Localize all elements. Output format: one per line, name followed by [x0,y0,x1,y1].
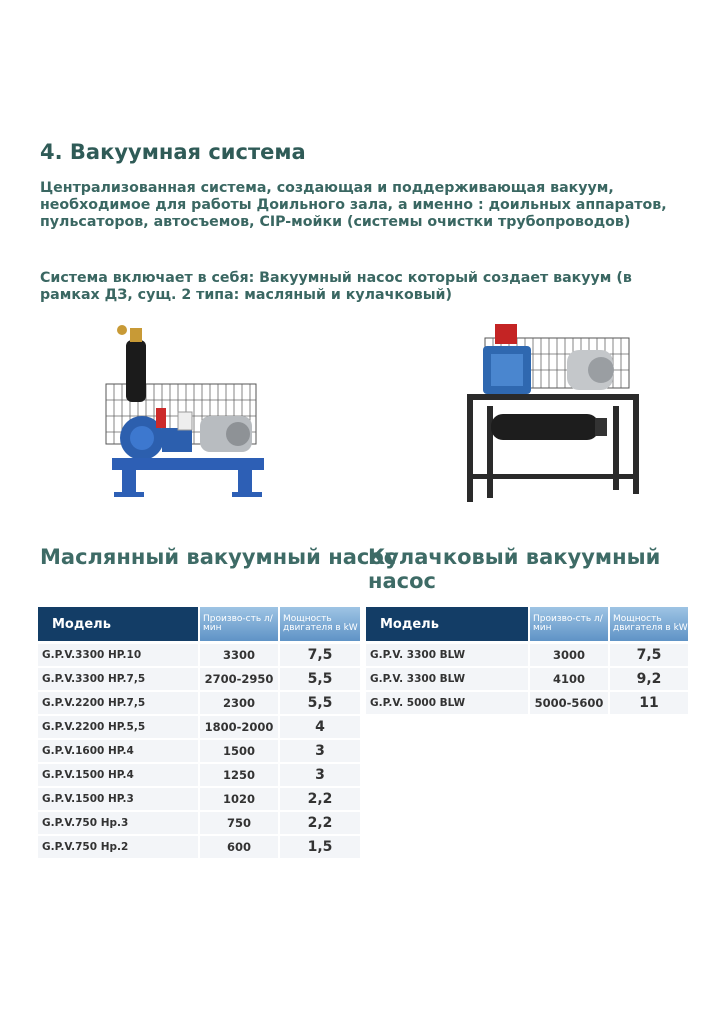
power-cell: 5,5 [280,668,360,690]
model-cell: G.P.V.2200 HP.7,5 [38,692,198,714]
productivity-cell: 3300 [200,644,278,666]
power-cell: 3 [280,740,360,762]
table-row [38,692,360,714]
table-row [38,812,360,834]
cam-pump-table [366,607,688,716]
productivity-cell: 1250 [200,764,278,786]
table-row [38,668,360,690]
productivity-cell: 1500 [200,740,278,762]
oil-vacuum-pump-image [92,320,272,510]
productivity-cell: 1800-2000 [200,716,278,738]
power-cell: 3 [280,764,360,786]
power-header: Мощность двигателя в kW [280,607,360,641]
model-cell: G.P.V.1600 HP.4 [38,740,198,762]
power-cell: 9,2 [610,668,688,690]
power-cell: 2,2 [280,788,360,810]
productivity-cell: 1020 [200,788,278,810]
productivity-cell: 5000-5600 [530,692,608,714]
power-header: Мощность двигателя в kW [610,607,688,641]
power-cell: 7,5 [610,644,688,666]
power-cell: 2,2 [280,812,360,834]
power-cell: 4 [280,716,360,738]
cam-pump-title: Кулачковый вакуумный насос [368,545,661,593]
table-row [366,644,688,666]
model-cell: G.P.V.3300 HP.10 [38,644,198,666]
oil-pump-title: Маслянный вакуумный насос [40,545,397,569]
productivity-cell: 4100 [530,668,608,690]
intro-paragraph: Централизованная система, создающая и поддерживающая вакуум, необходимое для работы Доильного зала, а именно : доильных аппаратов, пульсаторов, автосъемов, CIP-мойки (системы очистки трубопроводов) [40,180,667,230]
power-cell: 1,5 [280,836,360,858]
page-title: 4. Вакуумная система [40,140,306,164]
productivity-header: Произво-сть л/мин [200,607,278,641]
table-row [38,740,360,762]
table-row [38,764,360,786]
system-paragraph: Система включает в себя: Вакуумный насос который создает вакуум (в рамках ДЗ, сущ. 2 типа: масляный и кулачковый) [40,270,632,303]
model-header: Модель [366,607,528,641]
model-cell: G.P.V.1500 HP.3 [38,788,198,810]
power-cell: 7,5 [280,644,360,666]
table-row [366,668,688,690]
model-cell: G.P.V.1500 HP.4 [38,764,198,786]
table-row [38,788,360,810]
power-cell: 5,5 [280,692,360,714]
productivity-header: Произво-сть л/мин [530,607,608,641]
table-row [38,836,360,858]
model-cell: G.P.V. 5000 BLW [366,692,528,714]
table-header-row [366,607,688,641]
oil-pump-table [38,607,360,860]
productivity-cell: 2300 [200,692,278,714]
model-cell: G.P.V. 3300 BLW [366,668,528,690]
model-cell: G.P.V. 3300 BLW [366,644,528,666]
model-cell: G.P.V.750 Hp.2 [38,836,198,858]
power-cell: 11 [610,692,688,714]
model-cell: G.P.V.2200 HP.5,5 [38,716,198,738]
table-row [366,692,688,714]
cam-vacuum-pump-image [455,322,645,507]
productivity-cell: 750 [200,812,278,834]
productivity-cell: 600 [200,836,278,858]
model-cell: G.P.V.750 Hp.3 [38,812,198,834]
model-cell: G.P.V.3300 HP.7,5 [38,668,198,690]
table-header-row [38,607,360,641]
model-header: Модель [38,607,198,641]
productivity-cell: 3000 [530,644,608,666]
table-row [38,716,360,738]
productivity-cell: 2700-2950 [200,668,278,690]
table-row [38,644,360,666]
